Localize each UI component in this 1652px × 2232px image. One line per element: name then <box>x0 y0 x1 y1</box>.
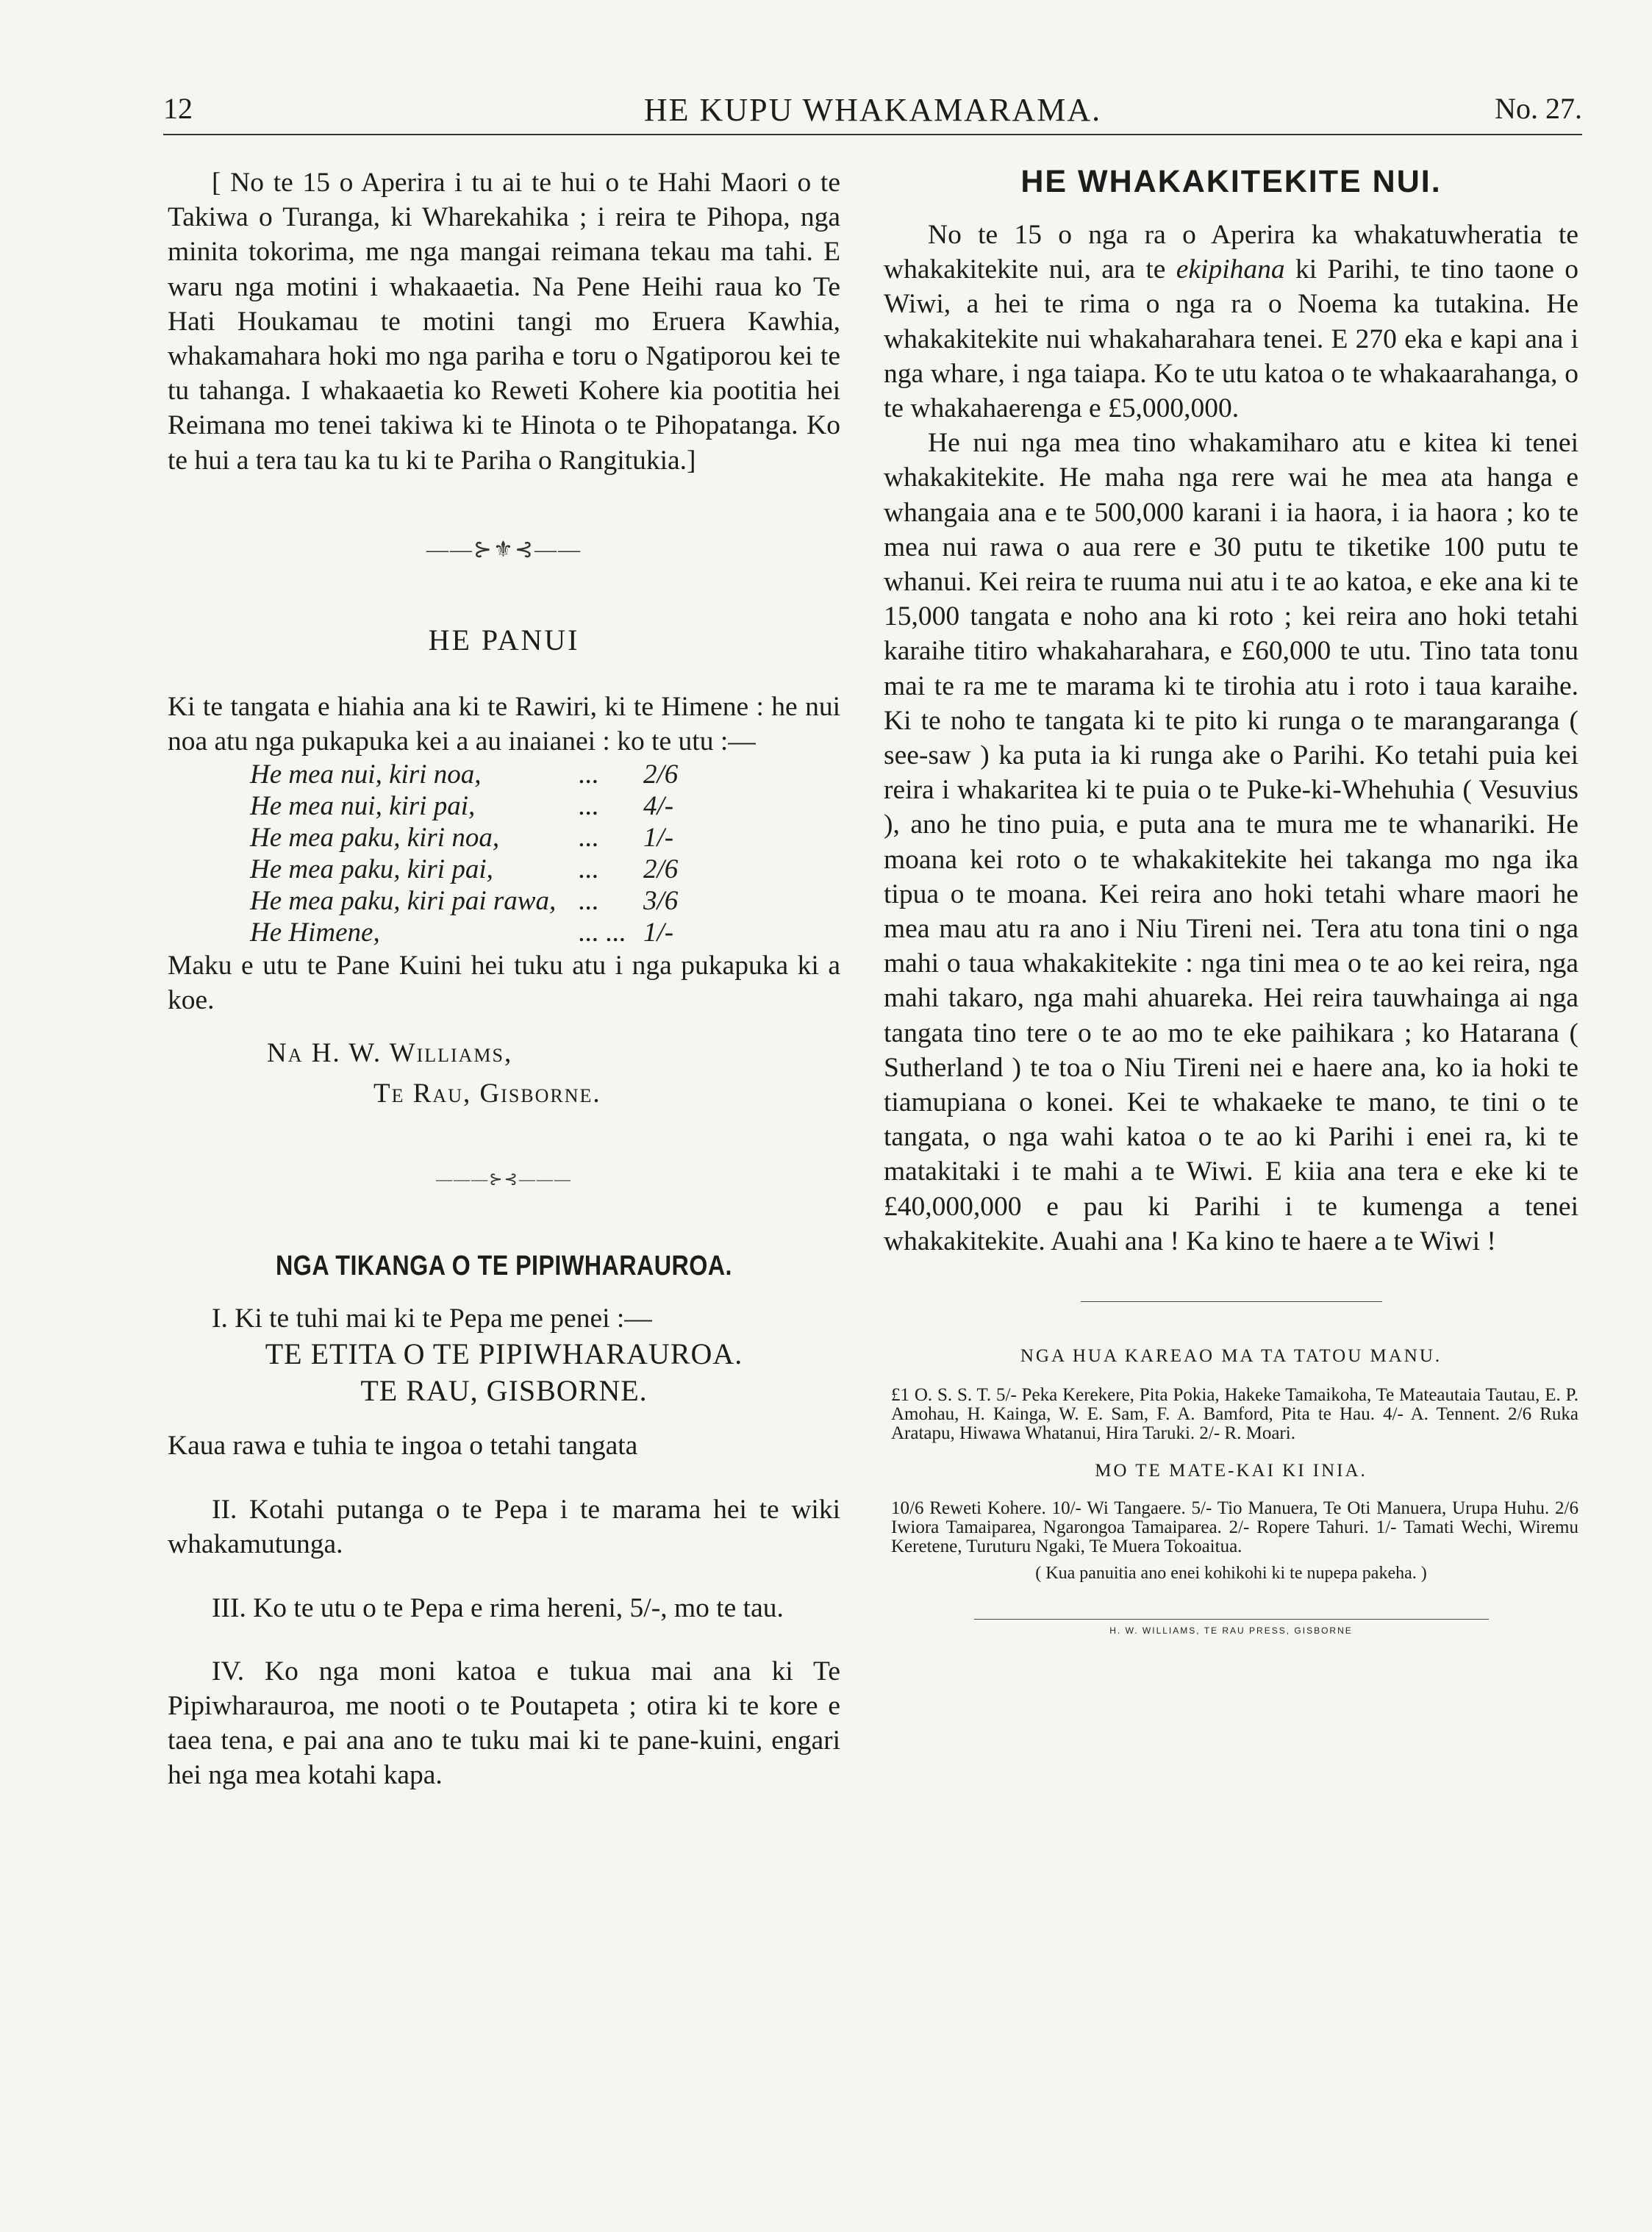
hua-title: NGA HUA KAREAO MA TA TATOU MANU. <box>1020 1346 1442 1367</box>
price-item: He mea paku, kiri pai, <box>250 854 493 885</box>
price-dots: ... <box>578 823 598 854</box>
signature-name: Na H. W. Williams, <box>267 1037 513 1068</box>
price-row <box>250 822 678 854</box>
address-line-2: TE RAU, GISBORNE. <box>360 1373 648 1407</box>
matekai-list: 10/6 Reweti Kohere. 10/- Wi Tangaere. 5/- Tio Manuera, Te Oti Manuera, Urupa Huhu. 2/6 Iwiora Tamaiparea, Ngarongoa Tamaiparea. 2/- Ropere Tahuri. 1/- Tamati Wechi, Wiremu Keretene, Turuturu Ngaki, Te Muera Tokoaitua. <box>891 1498 1578 1557</box>
page-number: 12 <box>163 92 193 125</box>
price-dots: ... <box>578 854 598 885</box>
intro-paragraph: [ No te 15 o Aperira i tu ai te hui o te Hahi Maori o te Takiwa o Turanga, ki Wharekahika ; i reira te Pihopa, nga minita tokorima, me nga mangai reimana tekau ma tahi. E waru nga motini i whakaaetia. Na Pene Heihi raua ko Te Hati Houkamau te motini tangi mo Eruera Kawhia, whakamahara hoki mo nga pariha e toru o Ngatiporou kei te tu tahanga. I whakaaetia ko Reweti Kohere kia pootitia hei Reimana mo tenei takiwa ki te Hinota o te Pihopatanga. Ko te hui a tera tau ka tu ki te Pariha o Rangitukia.] <box>168 168 840 476</box>
article-title: HE WHAKAKITEKITE NUI. <box>1020 164 1442 199</box>
price-value: 2/6 <box>643 759 679 790</box>
tikanga-note: Kaua rawa e tuhia te ingoa o tetahi tangata <box>168 1430 638 1461</box>
price-row <box>250 885 678 917</box>
price-item: He Himene, <box>250 918 380 948</box>
panui-intro: Ki te tangata e hiahia ana ki te Rawiri, ki te Himene : he nui noa atu nga pukapuka kei a au inaianei : ko te utu :— <box>168 691 840 757</box>
tikanga-title: NGA TIKANGA O TE PIPIWHARAUROA. <box>276 1250 732 1281</box>
running-title: HE KUPU WHAKAMARAMA. <box>643 92 1102 128</box>
page-header <box>163 91 1582 135</box>
address-line-1: TE ETITA O TE PIPIWHARAUROA. <box>265 1337 743 1370</box>
price-item: He mea paku, kiri pai rawa, <box>250 886 557 917</box>
price-row <box>250 759 678 790</box>
tikanga-rule-2: II. Kotahi putanga o te Pepa i te marama hei te wiki whakamutunga. <box>168 1495 840 1560</box>
tikanga-rule-3: III. Ko te utu o te Pepa e rima hereni, 5/-, mo te tau. <box>212 1593 784 1624</box>
price-row <box>250 854 678 885</box>
price-row <box>250 790 678 822</box>
matekai-note: ( Kua panuitia ano enei kohikohi ki te nupepa pakeha. ) <box>1035 1564 1427 1584</box>
price-list <box>250 759 678 948</box>
price-item: He mea nui, kiri noa, <box>250 759 482 790</box>
ornament-divider: ——⊱⚜⊰—— <box>426 537 582 562</box>
tikanga-rule-1: I. Ki te tuhi mai ki te Pepa me penei :— <box>212 1303 652 1334</box>
press-imprint: H. W. WILLIAMS, TE RAU PRESS, GISBORNE <box>1109 1625 1353 1637</box>
price-item: He mea paku, kiri noa, <box>250 823 500 854</box>
price-value: 4/- <box>643 791 674 822</box>
price-dots: ... <box>578 886 598 917</box>
tikanga-rule-4: IV. Ko nga moni katoa e tukua mai ana ki Te Pipiwharauroa, me nooti o te Poutapeta ; otira ki te kore e taea tena, e pai ana ano te tuku mai ki te pane-kuini, engari hei nga mea kotahi kapa. <box>168 1656 840 1791</box>
price-value: 1/- <box>643 918 674 948</box>
matekai-title: MO TE MATE-KAI KI INIA. <box>1095 1461 1367 1481</box>
right-column <box>884 165 1578 1636</box>
article-paragraph-2: He nui nga mea tino whakamiharo atu e kitea ki tenei whakakitekite. He maha nga rere wai he mea ata hanga e whangaia ana e te 500,000 karani i ia haora, i ia haora ; ko te mea nui rawa o aua rere e 30 putu te tiketike 100 putu te whanui. Kei reira te ruuma nui atu i te ao katoa, e eke ana ki te 15,000 tangata e noho ana ki roto ; kei reira ano hoki tetahi karaihe titiro whakaharahara, e £60,000 te utu. Tino tata tonu mai te ra me te marama ki te tirohia atu i roto i taua karaihe. Ki te noho te tangata ki te pito ki runga o te marangaranga ( see-saw ) ka puta ia ki runga ake o Parihi. Ko tetahi puia kei reira i whakaritea ki te puia o te Puke-ki-Whehuhia ( Vesuvius ), ano he tino puia, e puta ana te mura me te whanariki. He moana kei roto o te whakakitekite hei takanga mo nga ika tipua o te moana. Kei reira ano hoki tetahi whare maori he mea mau atu ra ano i Niu Tireni nei. Tera atu tona tini o nga mahi o taua whakakitekite : nga tini mea o te ao kei reira, nga mahi takaro, nga mahi ahuareka. Hei reira tauwhainga ai nga tangata tino tere o te ao mo te eke paihikara ; ko Hatarana ( Sutherland ) te toa o Niu Tireni nei e haere ana, ko ia hoki te tiamupiana o konei. Kei te whakaeke te mano, te tini o te tangata, o nga wahi katoa o te ao ki Parihi i enei ra, ki te matakitaki i te mahi a te Wiwi. E kiia ana tera e eke ki te £40,000,000 e pau ki Parihi i te kumenga a tenei whakakitekite. Auahi ana ! Ka kino te haere a te Wiwi ! <box>884 428 1578 1256</box>
panui-title: HE PANUI <box>428 623 580 657</box>
price-item: He mea nui, kiri pai, <box>250 791 476 822</box>
price-value: 3/6 <box>643 886 679 917</box>
price-row <box>250 917 678 948</box>
left-column <box>168 165 840 1792</box>
signature-place: Te Rau, Gisborne. <box>373 1078 601 1109</box>
press-rule <box>974 1619 1489 1620</box>
header-rule <box>163 134 1582 135</box>
para1-text-b: ki Parihi, te tino taone o Wiwi, a hei te rima o nga ra o Noema ka tutakina. He whakakitekite nui whakaharahara tenei. E 270 eka e kapi ana i nga whare, i nga taiapa. Ko te utu katoa o te whakaarahanga, o te whakahaerenga e £5,000,000. <box>884 254 1578 424</box>
hua-list: £1 O. S. S. T. 5/- Peka Kerekere, Pita Pokia, Hakeke Tamaikoha, Te Mateautaia Tautau, E. P. Amohau, H. Kainga, W. E. Sam, F. A. Bamford, Pita te Hau. 4/- A. Tennent. 2/6 Ruka Aratapu, Hiwawa Whatanui, Hira Taruki. 2/- R. Moari. <box>891 1385 1578 1444</box>
para1-text-a: No te 15 o nga ra o Aperira ka whakatuwheratia te whakakitekite nui, ara te <box>884 220 1578 285</box>
price-dots: ... <box>578 759 598 790</box>
panui-outro: Maku e utu te Pane Kuini hei tuku atu i nga pukapuka ki a koe. <box>168 951 840 1016</box>
article-paragraph-1 <box>884 218 1578 426</box>
issue-number: No. 27. <box>1495 92 1582 125</box>
para1-emphasis: ekipihana <box>1176 254 1285 285</box>
price-dots: ... ... <box>578 918 626 948</box>
price-value: 1/- <box>643 823 674 854</box>
ornament-divider: ———⊱⊰——— <box>436 1169 572 1188</box>
price-value: 2/6 <box>643 854 679 885</box>
price-dots: ... <box>578 791 598 822</box>
section-rule <box>1081 1301 1382 1302</box>
